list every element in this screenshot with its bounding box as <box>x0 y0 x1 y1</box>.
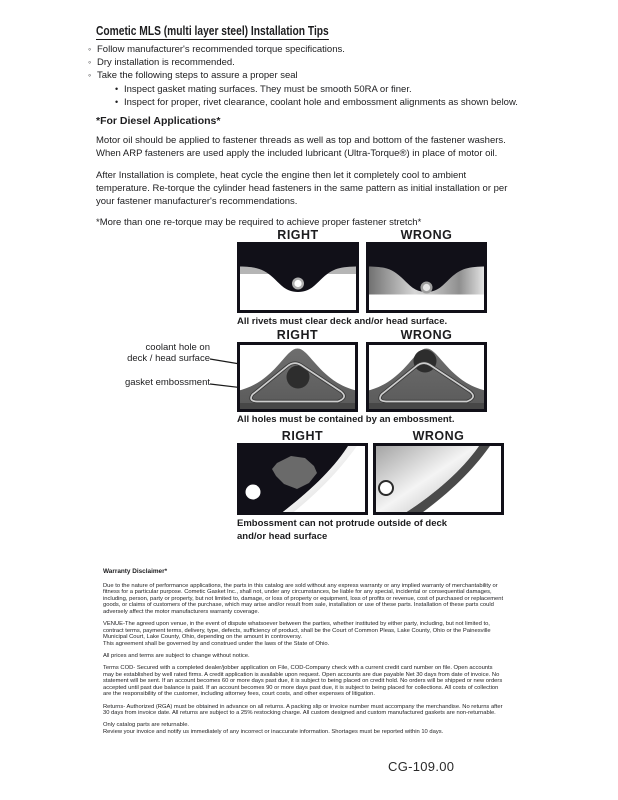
diagram-embossment-wrong-panel <box>366 342 487 412</box>
warranty-section <box>103 569 505 741</box>
warranty-paragraph: VENUE-The agreed upon venue, in the event of dispute whatsoever between the parties, whether instituted by either party, including, but not limited to, contract terms, payment terms, delivery, type, defects, sufficiency of product, shall be the Court of Common Pleas, Lake County, Ohio or the Painesville Municipal Court, Lake County, Ohio, depending on the amount in controversy. <box>103 621 491 641</box>
warranty-paragraph: This agreement shall be governed by and construed under the laws of the State of Ohio. <box>103 640 330 647</box>
row1-wrong-label: WRONG <box>400 228 453 242</box>
diesel-paragraph: Motor oil should be applied to fastener threads as well as top and bottom of the fastener washers. When ARP fasteners are used apply the included lubricant (Ultra-Torque®) in place of motor oil. <box>96 135 506 160</box>
row3-caption: Embossment can not protrude outside of deck and/or head surface <box>237 518 448 542</box>
row1-right-label: RIGHT <box>277 228 319 242</box>
diagram-rivet-right-panel <box>237 242 359 313</box>
tip-sub-item: • Inspect gasket mating surfaces. They must be smooth 50RA or finer. <box>115 83 518 96</box>
diesel-note: *More than one re-torque may be required to achieve proper fastener stretch* <box>96 217 422 229</box>
coolant-hole-callout: coolant hole on deck / head surface <box>127 342 210 364</box>
diesel-heading: *For Diesel Applications* <box>96 115 221 127</box>
tip-item: ◦ Dry installation is recommended. <box>88 56 518 69</box>
tip-item: ◦ Take the following steps to assure a proper seal <box>88 69 518 82</box>
diagram-protrusion-wrong-panel <box>373 443 504 515</box>
installation-tips-list <box>88 43 518 109</box>
tip-sub-item: • Inspect for proper, rivet clearance, coolant hole and embossment alignments as shown below. <box>115 96 518 109</box>
gasket-embossment-callout: gasket embossment <box>124 377 210 388</box>
diagram-protrusion-right-panel <box>237 443 368 515</box>
warranty-paragraph: Due to the nature of performance applications, the parts in this catalog are sold without any express warranty or any implied warranty of merchantability or fitness for a particular purpose. Cometic Gasket Inc., shall not, under any circumstances, be liable for any special, incidental or consequential damages, including, person, party or property, but not limited to, damage, or loss of property or equipment, loss of profits or revenue, cost of purchased or replacement goods, or claims of customers of the purchase, which may arise and/or result from sale, installation or use of these parts. Installation of these parts could adversely affect the motor manufacturers warranty coverage. <box>103 582 504 615</box>
row2-wrong-label: WRONG <box>400 328 453 342</box>
warranty-heading: Warranty Disclaimer* <box>103 568 168 575</box>
warranty-paragraph: Review your invoice and notify us immediately of any incorrect or inaccurate information. Shortages must be reported within 10 days. <box>103 728 444 735</box>
row2-caption: All holes must be contained by an embossment. <box>237 414 455 425</box>
warranty-paragraph: Returns- Authorized (RGA) must be obtained in advance on all returns. A packing slip or invoice number must accompany the merchandise. No returns after 30 days from invoice date. All returns are subject to a 25% restocking charge. All custom designed and custom manufactured gaskets are non-returnable. <box>103 703 503 717</box>
warranty-paragraph: Terms COD- Secured with a completed dealer/jobber application on File, COD-Company check with a current credit card number on file. Open accounts may be established by well rated firms. A credit application is available upon request. Open accounts are due payable Net 30 days from date of invoice. No statement will be sent. If an account becomes 60 or more days past due, it is subject to being placed on credit hold. No orders will be shipped or new orders accepted until past due balance is paid. If an account becomes 90 or more days past due, it is subject to being placed for collections. All costs of collection are the responsibility of the customer, including attorney fees, court costs, and other expenses of litigation. <box>103 665 503 698</box>
row3-right-label: RIGHT <box>281 429 324 443</box>
row3-wrong-label: WRONG <box>412 429 465 443</box>
diesel-section <box>96 115 516 237</box>
tip-item: ◦ Follow manufacturer's recommended torque specifications. <box>88 43 518 56</box>
warranty-paragraph: All prices and terms are subject to change without notice. <box>103 652 250 659</box>
diesel-paragraph: After Installation is complete, heat cycle the engine then let it completely cool to ambient temperature. Re-torque the cylinder head fasteners in the same pattern as initial installation or per your fastener manufacturer's recommendations. <box>96 169 508 208</box>
page-number: CG-109.00 <box>388 759 455 774</box>
row2-right-label: RIGHT <box>276 328 319 342</box>
page-title: Cometic MLS (multi layer steel) Installation Tips <box>96 24 329 38</box>
warranty-paragraph: Only catalog parts are returnable. <box>103 722 190 729</box>
diagram-embossment-right-panel <box>237 342 358 412</box>
row1-caption: All rivets must clear deck and/or head surface. <box>237 316 448 327</box>
diagram-rivet-wrong-panel <box>366 242 487 313</box>
